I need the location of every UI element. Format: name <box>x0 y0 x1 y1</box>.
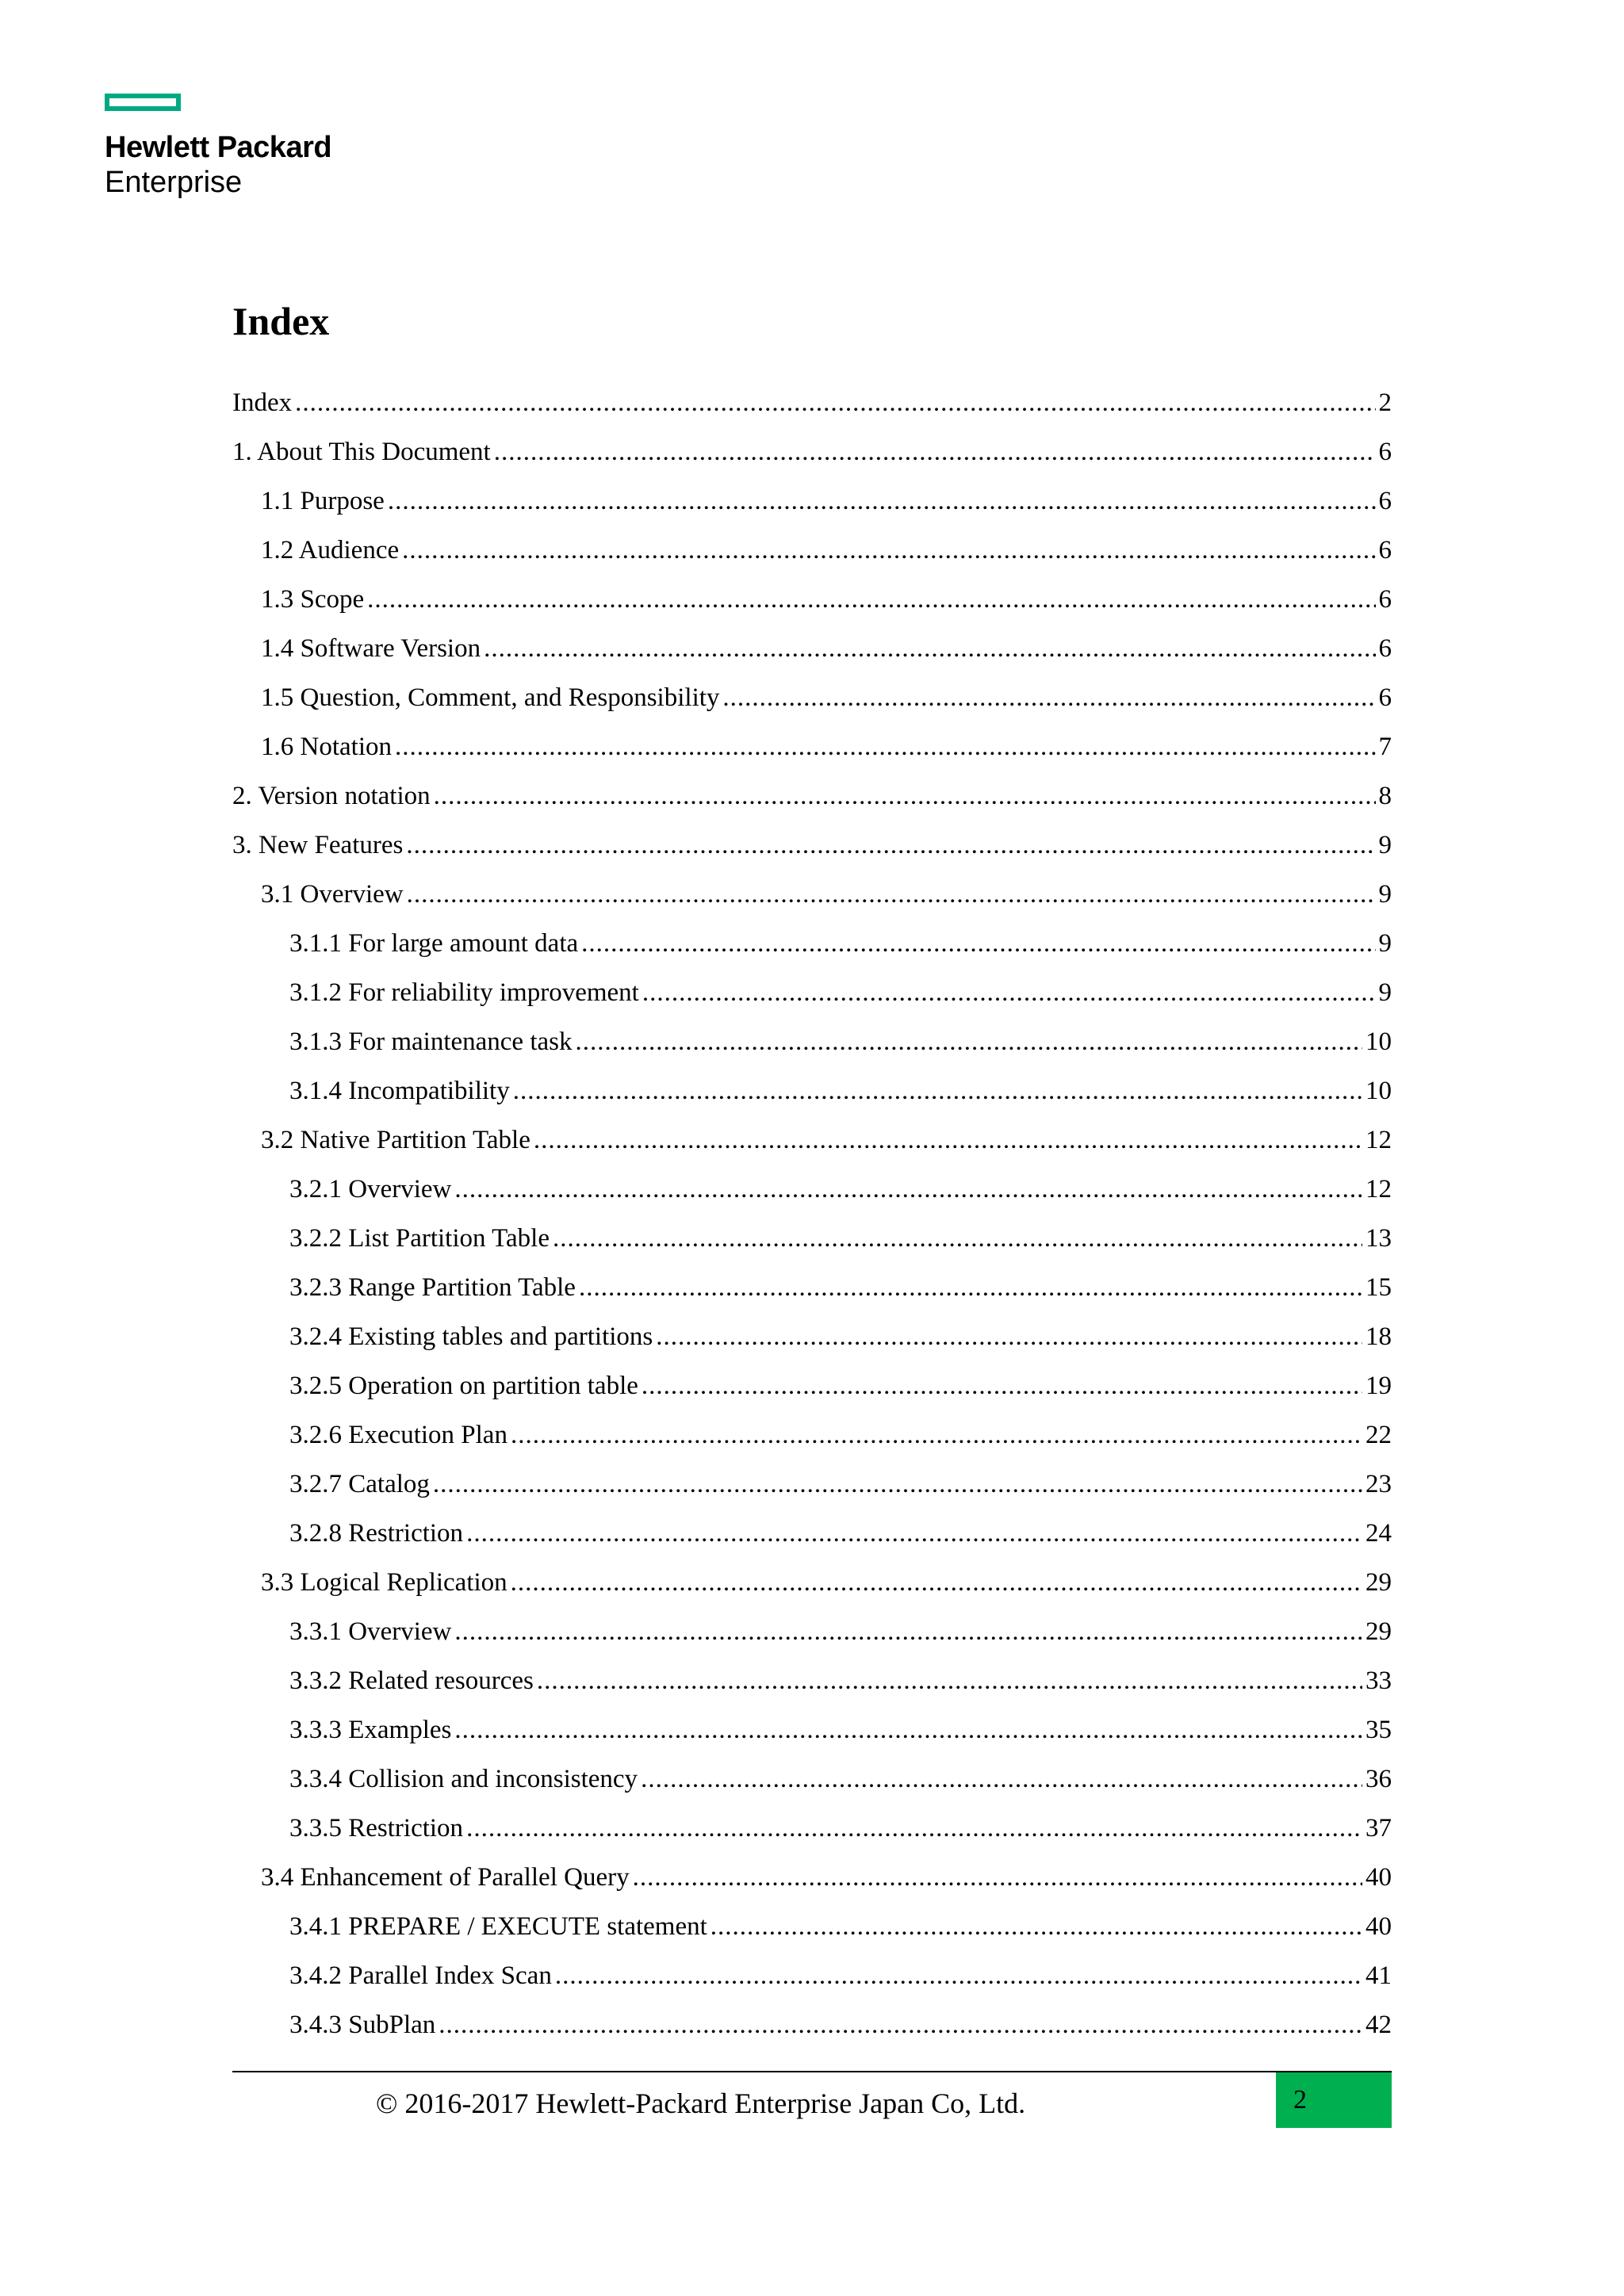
toc-entry-page: 23 <box>1365 1470 1392 1498</box>
toc-entry-label: 3.1.4 Incompatibility <box>289 1077 510 1105</box>
toc-leader-dots <box>581 919 1375 968</box>
toc-entry-page: 29 <box>1365 1617 1392 1646</box>
toc-entry-page: 6 <box>1378 683 1392 712</box>
footer-divider <box>232 2071 1392 2072</box>
toc-entry[interactable] <box>232 1115 1392 1165</box>
toc-leader-dots <box>454 1165 1362 1214</box>
toc-entry-page: 40 <box>1365 1912 1392 1941</box>
toc-entry-label: 3.1.3 For maintenance task <box>289 1027 573 1056</box>
toc-leader-dots <box>722 673 1375 722</box>
toc-entry-page: 9 <box>1378 831 1392 859</box>
toc-entry[interactable] <box>232 476 1392 526</box>
toc-entry-label: 3.2.6 Execution Plan <box>289 1421 508 1449</box>
toc-entry[interactable] <box>232 1263 1392 1312</box>
toc-entry[interactable] <box>232 575 1392 624</box>
toc-entry-label: 3.3.4 Collision and inconsistency <box>289 1765 638 1793</box>
toc-entry[interactable] <box>232 1951 1392 2000</box>
toc-entry[interactable] <box>232 722 1392 771</box>
toc-leader-dots <box>553 1214 1362 1263</box>
toc-entry-page: 42 <box>1365 2011 1392 2039</box>
logo-text-line2: Enterprise <box>105 166 243 199</box>
toc-entry-label: 1.4 Software Version <box>261 634 481 663</box>
toc-entry-label: 1.3 Scope <box>261 585 365 614</box>
logo-mark-icon <box>105 94 181 111</box>
toc-entry[interactable] <box>232 427 1392 476</box>
logo-text-line1: Hewlett Packard <box>105 131 332 164</box>
toc-entry-label: 3.4.2 Parallel Index Scan <box>289 1961 552 1990</box>
toc-entry[interactable] <box>232 1312 1392 1361</box>
toc-leader-dots <box>439 2000 1362 2049</box>
toc-entry-label: 2. Version notation <box>232 782 431 810</box>
toc-entry-label: 3.3.1 Overview <box>289 1617 452 1646</box>
toc-entry-label: 3.3 Logical Replication <box>261 1568 508 1597</box>
toc-leader-dots <box>454 1705 1362 1755</box>
toc-entry-page: 22 <box>1365 1421 1392 1449</box>
toc-entry-label: 3.2.2 List Partition Table <box>289 1224 550 1253</box>
toc-leader-dots <box>407 870 1376 919</box>
toc-entry-page: 8 <box>1378 782 1392 810</box>
toc-entry-label: 3.2.1 Overview <box>289 1175 452 1203</box>
toc-entry-label: 3.2 Native Partition Table <box>261 1126 530 1154</box>
toc-entry[interactable] <box>232 968 1392 1017</box>
toc-leader-dots <box>484 624 1375 673</box>
toc-entry[interactable] <box>232 919 1392 968</box>
toc-entry[interactable] <box>232 870 1392 919</box>
toc-leader-dots <box>295 378 1375 427</box>
toc-entry[interactable] <box>232 1558 1392 1607</box>
toc-entry[interactable] <box>232 1410 1392 1460</box>
toc-entry-label: 3.2.8 Restriction <box>289 1519 464 1548</box>
toc-entry[interactable] <box>232 1214 1392 1263</box>
toc-leader-dots <box>555 1951 1362 2000</box>
toc-entry[interactable] <box>232 1902 1392 1951</box>
toc-leader-dots <box>388 476 1376 526</box>
toc-entry-label: 3.3.3 Examples <box>289 1716 452 1744</box>
toc-entry[interactable] <box>232 821 1392 870</box>
toc-entry-page: 12 <box>1365 1126 1392 1154</box>
toc-entry-page: 13 <box>1365 1224 1392 1253</box>
toc-entry-label: 1. About This Document <box>232 438 491 466</box>
toc-entry-label: 1.5 Question, Comment, and Responsibility <box>261 683 720 712</box>
toc-leader-dots <box>513 1066 1362 1115</box>
company-logo <box>105 94 331 200</box>
toc-entry-page: 10 <box>1365 1077 1392 1105</box>
toc-leader-dots <box>395 722 1376 771</box>
toc-leader-dots <box>466 1804 1362 1853</box>
toc-entry-label: 3.4.3 SubPlan <box>289 2011 436 2039</box>
toc-leader-dots <box>494 427 1376 476</box>
toc-leader-dots <box>579 1263 1362 1312</box>
toc-entry-page: 9 <box>1378 880 1392 909</box>
toc-leader-dots <box>511 1558 1362 1607</box>
toc-leader-dots <box>433 1460 1362 1509</box>
toc-entry-page: 19 <box>1365 1372 1392 1400</box>
toc-entry[interactable] <box>232 1066 1392 1115</box>
toc-entry[interactable] <box>232 1705 1392 1755</box>
toc-leader-dots <box>367 575 1375 624</box>
toc-entry-label: 3.2.3 Range Partition Table <box>289 1273 576 1302</box>
toc-entry-label: 1.1 Purpose <box>261 487 385 515</box>
toc-leader-dots <box>402 526 1375 575</box>
toc-entry-page: 6 <box>1378 536 1392 564</box>
toc-entry-page: 6 <box>1378 438 1392 466</box>
toc-entry[interactable] <box>232 1361 1392 1410</box>
toc-entry[interactable] <box>232 1656 1392 1705</box>
toc-entry-page: 24 <box>1365 1519 1392 1548</box>
toc-leader-dots <box>633 1853 1362 1902</box>
toc-entry-label: 3.3.2 Related resources <box>289 1667 534 1695</box>
toc-entry-page: 6 <box>1378 585 1392 614</box>
toc-entry-page: 36 <box>1365 1765 1392 1793</box>
toc-entry-label: 3.3.5 Restriction <box>289 1814 464 1843</box>
toc-entry-page: 29 <box>1365 1568 1392 1597</box>
toc-entry-page: 10 <box>1365 1027 1392 1056</box>
toc-entry-page: 15 <box>1365 1273 1392 1302</box>
toc-entry-page: 9 <box>1378 929 1392 958</box>
toc-leader-dots <box>642 968 1376 1017</box>
table-of-contents <box>232 378 1392 2049</box>
toc-entry[interactable] <box>232 378 1392 427</box>
toc-entry[interactable] <box>232 2000 1392 2049</box>
toc-entry-page: 37 <box>1365 1814 1392 1843</box>
page-title: Index <box>232 299 330 343</box>
toc-entry-label: 3.2.4 Existing tables and partitions <box>289 1322 653 1351</box>
toc-entry-page: 7 <box>1378 733 1392 761</box>
toc-entry-label: 3.4 Enhancement of Parallel Query <box>261 1863 630 1892</box>
toc-leader-dots <box>710 1902 1362 1951</box>
toc-entry[interactable] <box>232 624 1392 673</box>
toc-leader-dots <box>537 1656 1362 1705</box>
toc-leader-dots <box>641 1755 1362 1804</box>
footer-page-number: 2 <box>1276 2072 1392 2128</box>
toc-entry-page: 18 <box>1365 1322 1392 1351</box>
toc-entry-page: 2 <box>1378 388 1392 417</box>
toc-entry-label: 3.1.2 For reliability improvement <box>289 978 639 1007</box>
toc-entry[interactable] <box>232 1755 1392 1804</box>
toc-entry-label: 3.1 Overview <box>261 880 404 909</box>
toc-entry-page: 35 <box>1365 1716 1392 1744</box>
toc-entry-page: 6 <box>1378 634 1392 663</box>
toc-entry-label: 3.2.7 Catalog <box>289 1470 430 1498</box>
toc-entry[interactable] <box>232 673 1392 722</box>
toc-entry-label: 1.2 Audience <box>261 536 400 564</box>
toc-entry-page: 40 <box>1365 1863 1392 1892</box>
toc-entry[interactable] <box>232 1165 1392 1214</box>
toc-entry-page: 9 <box>1378 978 1392 1007</box>
toc-entry-label: 3.2.5 Operation on partition table <box>289 1372 638 1400</box>
toc-leader-dots <box>434 771 1376 821</box>
toc-entry-label: 3.1.1 For large amount data <box>289 929 579 958</box>
toc-leader-dots <box>576 1017 1363 1066</box>
toc-entry-page: 33 <box>1365 1667 1392 1695</box>
toc-entry[interactable] <box>232 1607 1392 1656</box>
toc-entry[interactable] <box>232 771 1392 821</box>
toc-entry[interactable] <box>232 1509 1392 1558</box>
toc-entry-label: 3. New Features <box>232 831 404 859</box>
toc-leader-dots <box>466 1509 1362 1558</box>
toc-leader-dots <box>454 1607 1362 1656</box>
footer-copyright: © 2016-2017 Hewlett-Packard Enterprise Japan Co, Ltd. <box>376 2087 1026 2119</box>
toc-entry[interactable] <box>232 1853 1392 1902</box>
toc-entry[interactable] <box>232 526 1392 575</box>
toc-entry-label: 3.4.1 PREPARE / EXECUTE statement <box>289 1912 707 1941</box>
toc-entry[interactable] <box>232 1017 1392 1066</box>
toc-entry-label: Index <box>232 388 293 417</box>
toc-leader-dots <box>642 1361 1362 1410</box>
toc-leader-dots <box>656 1312 1362 1361</box>
toc-leader-dots <box>534 1115 1362 1165</box>
toc-leader-dots <box>406 821 1375 870</box>
toc-entry[interactable] <box>232 1804 1392 1853</box>
toc-entry[interactable] <box>232 1460 1392 1509</box>
toc-entry-label: 1.6 Notation <box>261 733 392 761</box>
toc-leader-dots <box>511 1410 1362 1460</box>
toc-entry-page: 6 <box>1378 487 1392 515</box>
toc-entry-page: 12 <box>1365 1175 1392 1203</box>
toc-entry-page: 41 <box>1365 1961 1392 1990</box>
